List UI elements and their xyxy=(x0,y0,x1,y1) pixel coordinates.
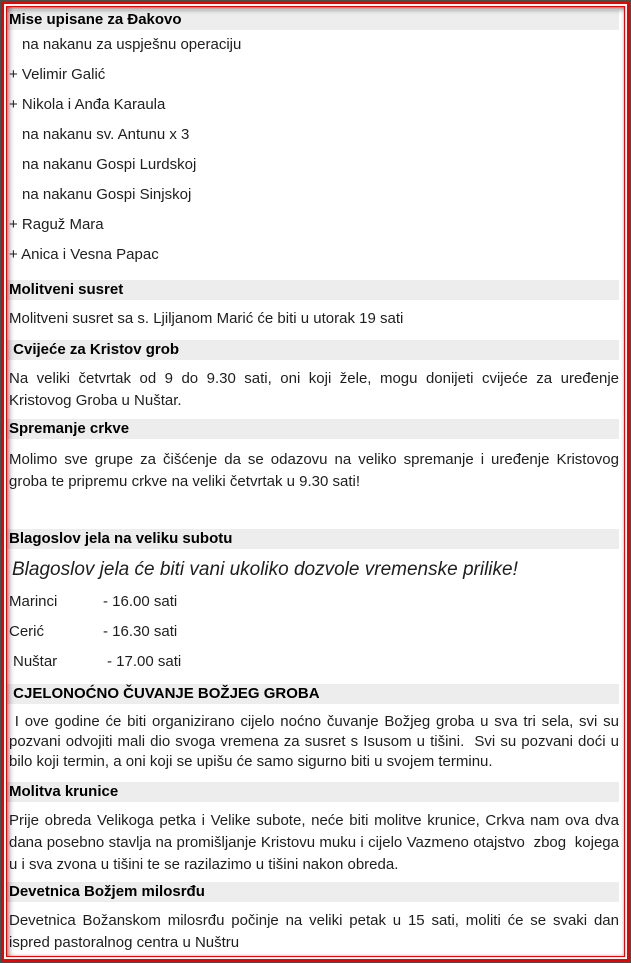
place-label: Marinci xyxy=(9,593,58,610)
list-item: + Velimir Galić xyxy=(9,66,106,83)
paragraph-devetnica: Devetnica Božanskom milosrđu počinje na veliki petak u 15 sati, moliti će se svaki dan ispred pastoralnog centra u Nuštru xyxy=(9,912,624,951)
list-item: na nakanu za uspješnu operaciju xyxy=(22,36,242,53)
blessing-schedule xyxy=(7,587,624,677)
list-item: + Anica i Vesna Papac xyxy=(9,246,159,263)
paragraph-krunica: Prije obreda Velikoga petka i Velike subote, neće biti molitve krunice, Crkva nam ova dva dana posebno stavlja na promišljanje Kristovu muku i cijelo Vazmeno otajstvo zbog kojega u i sva zvona u tišini te se razilazimo u tišini nakon obreda. xyxy=(9,812,624,873)
mass-intentions-list xyxy=(7,30,624,270)
schedule-row xyxy=(7,617,624,647)
inner-red-border xyxy=(6,6,625,957)
section-header-cvijece: Cvijeće za Kristov grob xyxy=(7,340,619,360)
schedule-row xyxy=(7,647,624,677)
section-header-cuvanje: CJELONOĆNO ČUVANJE BOŽJEG GROBA xyxy=(7,684,619,704)
note-blagoslov-italic: Blagoslov jela će biti vani ukoliko dozvole vremenske prilike! xyxy=(12,559,518,580)
section-header-spremanje: Spremanje crkve xyxy=(7,419,619,439)
list-item: na nakanu sv. Antunu x 3 xyxy=(22,126,190,143)
list-item: + Raguž Mara xyxy=(9,216,104,233)
place-label: Cerić xyxy=(9,623,45,640)
paragraph-spremanje: Molimo sve grupe za čišćenje da se odazovu na veliko spremanje i uređenje Kristovog groba te pripremu crkve na veliki četvrtak u 9.30 sati! xyxy=(9,451,624,490)
paragraph-cvijece: Na veliki četvrtak od 9 do 9.30 sati, oni koji žele, mogu donijeti cvijeće za uređenje Kristovog Groba u Nuštar. xyxy=(9,370,624,409)
section-header-krunica: Molitva krunice xyxy=(7,782,619,802)
section-header-molitveni-susret: Molitveni susret xyxy=(7,280,619,300)
paragraph-cuvanje: I ove godine će biti organizirano cijelo noćno čuvanje Božjeg groba u sva tri sela, svi su pozvani odvojiti mali dio svoga vremena za susret s Isusom u tišini. Svi su pozvani doći u bilo koji termin, a oni koji se upišu će samo sigurno biti u svojem terminu. xyxy=(9,713,624,770)
bulletin-content xyxy=(7,7,624,956)
section-header-blagoslov: Blagoslov jela na veliku subotu xyxy=(7,529,619,549)
section-header-mise: Mise upisane za Đakovo xyxy=(7,10,619,30)
time-label: - 16.00 sati xyxy=(103,593,178,610)
list-item: na nakanu Gospi Lurdskoj xyxy=(22,156,197,173)
time-label: - 16.30 sati xyxy=(103,623,178,640)
schedule-row xyxy=(7,587,624,617)
list-item: na nakanu Gospi Sinjskoj xyxy=(22,186,192,203)
place-label: Nuštar xyxy=(13,653,58,670)
time-label: - 17.00 sati xyxy=(107,653,182,670)
outer-red-border xyxy=(1,1,630,962)
list-item: + Nikola i Anđa Karaula xyxy=(9,96,166,113)
section-header-devetnica: Devetnica Božjem milosrđu xyxy=(7,882,619,902)
paragraph-molitveni-susret: Molitveni susret sa s. Ljiljanom Marić će biti u utorak 19 sati xyxy=(9,310,404,327)
